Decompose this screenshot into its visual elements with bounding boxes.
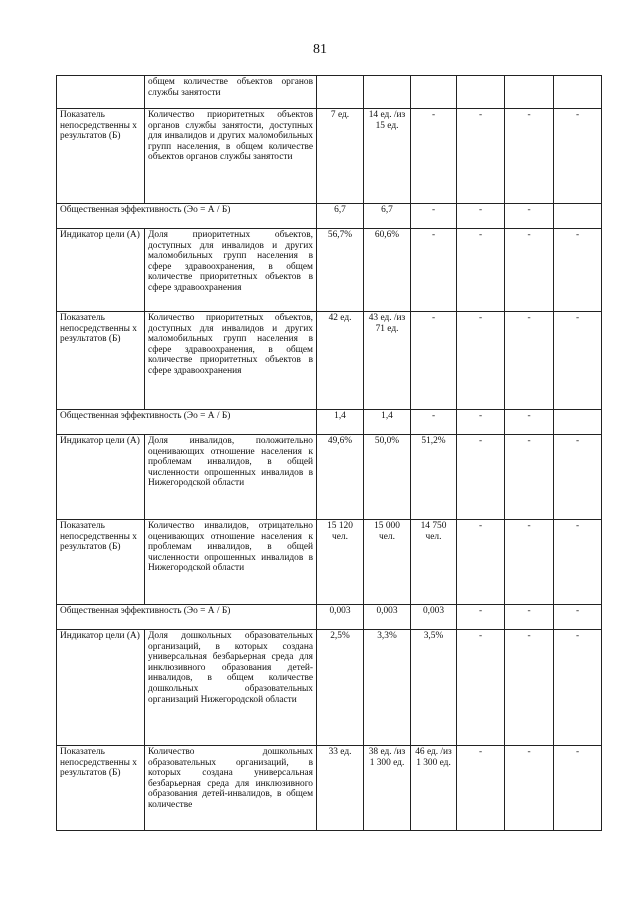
value-cell: 51,2% [411,435,457,520]
value-cell: - [505,520,554,605]
row-label: Показатель непосредственны х результатов (Б) [57,520,145,605]
value-cell: 50,0% [364,435,411,520]
value-cell: 3,3% [364,630,411,746]
table-row [57,109,602,204]
value-cell: - [411,410,457,435]
table-row [57,520,602,605]
value-cell: 14 750 чел. [411,520,457,605]
efficiency-label: Общественная эффективность (Эо = А / Б) [57,410,317,435]
value-cell: - [554,109,602,204]
value-cell [317,76,364,109]
value-cell: - [411,204,457,229]
value-cell: 2,5% [317,630,364,746]
efficiency-label: Общественная эффективность (Эо = А / Б) [57,605,317,630]
value-cell [554,76,602,109]
indicators-table [56,75,602,831]
value-cell: 1,4 [364,410,411,435]
value-cell: - [411,312,457,410]
value-cell: - [554,312,602,410]
row-label: Индикатор цели (А) [57,229,145,312]
value-cell: 33 ед. [317,746,364,831]
row-label: Индикатор цели (А) [57,630,145,746]
row-label: Индикатор цели (А) [57,435,145,520]
value-cell: - [505,204,554,229]
value-cell: 49,6% [317,435,364,520]
value-cell [457,76,505,109]
value-cell: - [554,630,602,746]
table-row [57,746,602,831]
value-cell: - [505,630,554,746]
efficiency-label: Общественная эффективность (Эо = А / Б) [57,204,317,229]
value-cell: - [554,605,602,630]
value-cell: - [505,605,554,630]
value-cell: 42 ед. [317,312,364,410]
value-cell: 6,7 [364,204,411,229]
row-label: Показатель непосредственны х результатов (Б) [57,109,145,204]
value-cell: - [505,229,554,312]
row-description: Количество дошкольных образовательных организаций, в которых создана универсальная безбарьерная среда для инклюзивного образования детей-инвалидов, в общем количестве [145,746,317,831]
value-cell: - [457,109,505,204]
value-cell: - [554,520,602,605]
value-cell: 0,003 [411,605,457,630]
table-row [57,312,602,410]
value-cell: 15 000 чел. [364,520,411,605]
value-cell: - [554,435,602,520]
page-number: 81 [313,42,327,57]
row-label: Показатель непосредственны х результатов (Б) [57,312,145,410]
row-description: общем количестве объектов органов службы занятости [145,76,317,109]
value-cell: - [411,109,457,204]
value-cell [554,204,602,229]
efficiency-row [57,410,602,435]
value-cell: - [457,605,505,630]
row-description: Доля приоритетных объектов, доступных для инвалидов и других маломобильных групп населения в сфере здравоохранения, в общем количестве приоритетных объектов в сфере здравоохранения [145,229,317,312]
row-description: Количество инвалидов, отрицательно оценивающих отношение населения к проблемам инвалидов, в общей численности опрошенных инвалидов в Нижегородской области [145,520,317,605]
value-cell: - [457,312,505,410]
value-cell: - [457,229,505,312]
value-cell: - [457,520,505,605]
value-cell [364,76,411,109]
row-description: Доля инвалидов, положительно оценивающих отношение населения к проблемам инвалидов, в общей численности опрошенных инвалидов в Нижегородской области [145,435,317,520]
value-cell [411,76,457,109]
value-cell: - [457,410,505,435]
value-cell: 7 ед. [317,109,364,204]
row-label [57,76,145,109]
value-cell: 6,7 [317,204,364,229]
value-cell: - [457,204,505,229]
value-cell: - [505,410,554,435]
row-description: Доля дошкольных образовательных организаций, в которых создана универсальная безбарьерная среда для инклюзивного образования детей-инвалидов, в общем количестве дошкольных образовательных организаций Нижегородской области [145,630,317,746]
efficiency-row [57,204,602,229]
value-cell [554,410,602,435]
value-cell: 38 ед. /из 1 300 ед. [364,746,411,831]
value-cell: 15 120 чел. [317,520,364,605]
value-cell: - [505,312,554,410]
value-cell: 14 ед. /из 15 ед. [364,109,411,204]
value-cell [505,76,554,109]
value-cell: - [505,746,554,831]
value-cell: 0,003 [364,605,411,630]
value-cell: 3,5% [411,630,457,746]
value-cell: 56,7% [317,229,364,312]
value-cell: - [457,630,505,746]
value-cell: - [554,746,602,831]
value-cell: 43 ед. /из 71 ед. [364,312,411,410]
value-cell: 46 ед. /из 1 300 ед. [411,746,457,831]
table-row [57,435,602,520]
value-cell: - [411,229,457,312]
table-row [57,229,602,312]
efficiency-row [57,605,602,630]
value-cell: - [505,435,554,520]
table-row [57,630,602,746]
table-row [57,76,602,109]
value-cell: 60,6% [364,229,411,312]
value-cell: - [457,746,505,831]
value-cell: - [554,229,602,312]
value-cell: - [457,435,505,520]
row-description: Количество приоритетных объектов органов службы занятости, доступных для инвалидов и других маломобильных групп населения, в общем количестве объектов органов службы занятости [145,109,317,204]
row-label: Показатель непосредственны х результатов (Б) [57,746,145,831]
value-cell: 0,003 [317,605,364,630]
value-cell: 1,4 [317,410,364,435]
row-description: Количество приоритетных объектов, доступных для инвалидов и других маломобильных групп населения в сфере здравоохранения, в общем количестве приоритетных объектов в сфере здравоохранения [145,312,317,410]
value-cell: - [505,109,554,204]
